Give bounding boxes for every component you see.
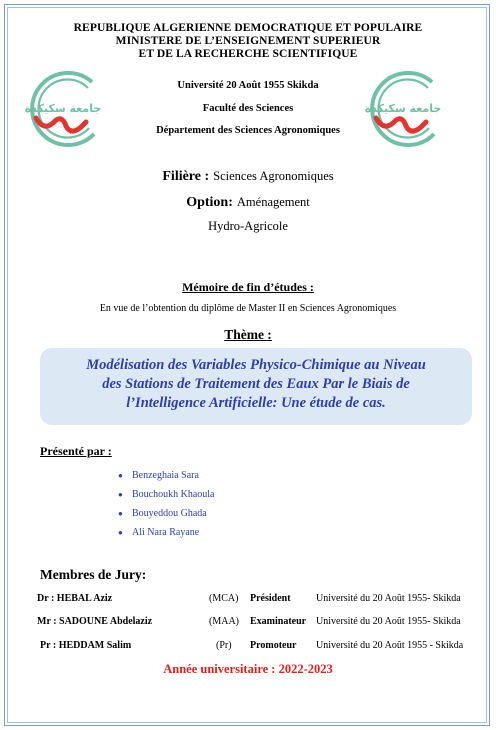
filiere-value: Sciences Agronomiques bbox=[213, 169, 334, 183]
jury-member-grade: (MAA) bbox=[209, 616, 239, 627]
jury-member-role: Président bbox=[250, 593, 291, 604]
faculty-name: Faculté des Sciences bbox=[202, 103, 294, 114]
student-name: Benzeghaia Sara bbox=[132, 470, 199, 481]
bullet-icon: ● bbox=[118, 509, 123, 518]
jury-member-affiliation: Université du 20 Août 1955- Skikda bbox=[316, 593, 461, 604]
jury-member-role: Promoteur bbox=[250, 640, 297, 651]
jury-member-affiliation: Université du 20 Août 1955 - Skikda bbox=[316, 640, 464, 651]
theme-title-line-2: des Stations de Traitement des Eaux Par le Biais de bbox=[102, 376, 410, 392]
theme-box bbox=[40, 348, 472, 425]
list-item bbox=[118, 504, 215, 523]
bullet-icon: ● bbox=[118, 490, 123, 499]
presente-par-label: Présenté par : bbox=[40, 444, 112, 458]
list-item bbox=[118, 485, 215, 504]
logo-arabic-text: جامعة سكيكدة bbox=[24, 102, 102, 115]
student-list bbox=[118, 466, 215, 542]
republic-header bbox=[0, 22, 496, 61]
bullet-icon: ● bbox=[118, 528, 123, 537]
jury-member-grade: (MCA) bbox=[209, 593, 239, 604]
list-item bbox=[118, 466, 215, 485]
jury-member-role: Examinateur bbox=[250, 616, 307, 627]
option-value: Aménagement bbox=[236, 195, 310, 209]
list-item bbox=[118, 523, 215, 542]
student-name: Bouyeddou Ghada bbox=[132, 508, 207, 519]
bullet-icon: ● bbox=[118, 471, 123, 480]
memoire-title: Mémoire de fin d’études : bbox=[182, 280, 314, 294]
student-name: Ali Nara Rayane bbox=[132, 527, 200, 538]
theme-title-line-1: Modélisation des Variables Physico-Chimique au Niveau bbox=[86, 357, 426, 373]
header-line-1: REPUBLIQUE ALGERIENNE DEMOCRATIQUE ET POPULAIRE bbox=[73, 22, 423, 34]
jury-member-name: Dr : HEBAL Aziz bbox=[37, 593, 113, 604]
logo-arabic-text: جامعة سكيكدة bbox=[364, 102, 442, 115]
option-label: Option: bbox=[186, 195, 233, 210]
option-line bbox=[0, 193, 496, 211]
option-value-2: Hydro-Agricole bbox=[208, 219, 288, 233]
student-name: Bouchoukh Khaoula bbox=[132, 489, 215, 500]
academic-year: Année universitaire : 2022-2023 bbox=[163, 662, 333, 676]
jury-member-affiliation: Université du 20 Août 1955- Skikda bbox=[316, 616, 461, 627]
jury-title: Membres de Jury: bbox=[40, 567, 147, 582]
theme-title-line-3: l’Intelligence Artificielle: Une étude de cas. bbox=[126, 395, 386, 411]
university-name: Université 20 Août 1955 Skikda bbox=[177, 80, 319, 91]
jury-member-grade: (Pr) bbox=[216, 640, 232, 651]
jury-row bbox=[0, 616, 496, 630]
jury-member-name: Mr : SADOUNE Abdelaziz bbox=[37, 616, 153, 627]
filiere-line bbox=[0, 167, 496, 185]
theme-label: Thème : bbox=[224, 327, 272, 342]
jury-row bbox=[0, 593, 496, 607]
filiere-label: Filière : bbox=[162, 169, 210, 184]
department-name: Département des Sciences Agronomiques bbox=[156, 125, 340, 136]
memoire-subtitle: En vue de l’obtention du diplôme de Master II en Sciences Agronomiques bbox=[99, 303, 397, 314]
jury-row bbox=[0, 640, 496, 654]
jury-member-name: Pr : HEDDAM Salim bbox=[40, 640, 132, 651]
header-line-3: ET DE LA RECHERCHE SCIENTIFIQUE bbox=[138, 48, 358, 60]
header-line-2: MINISTERE DE L’ENSEIGNEMENT SUPERIEUR bbox=[115, 35, 381, 47]
